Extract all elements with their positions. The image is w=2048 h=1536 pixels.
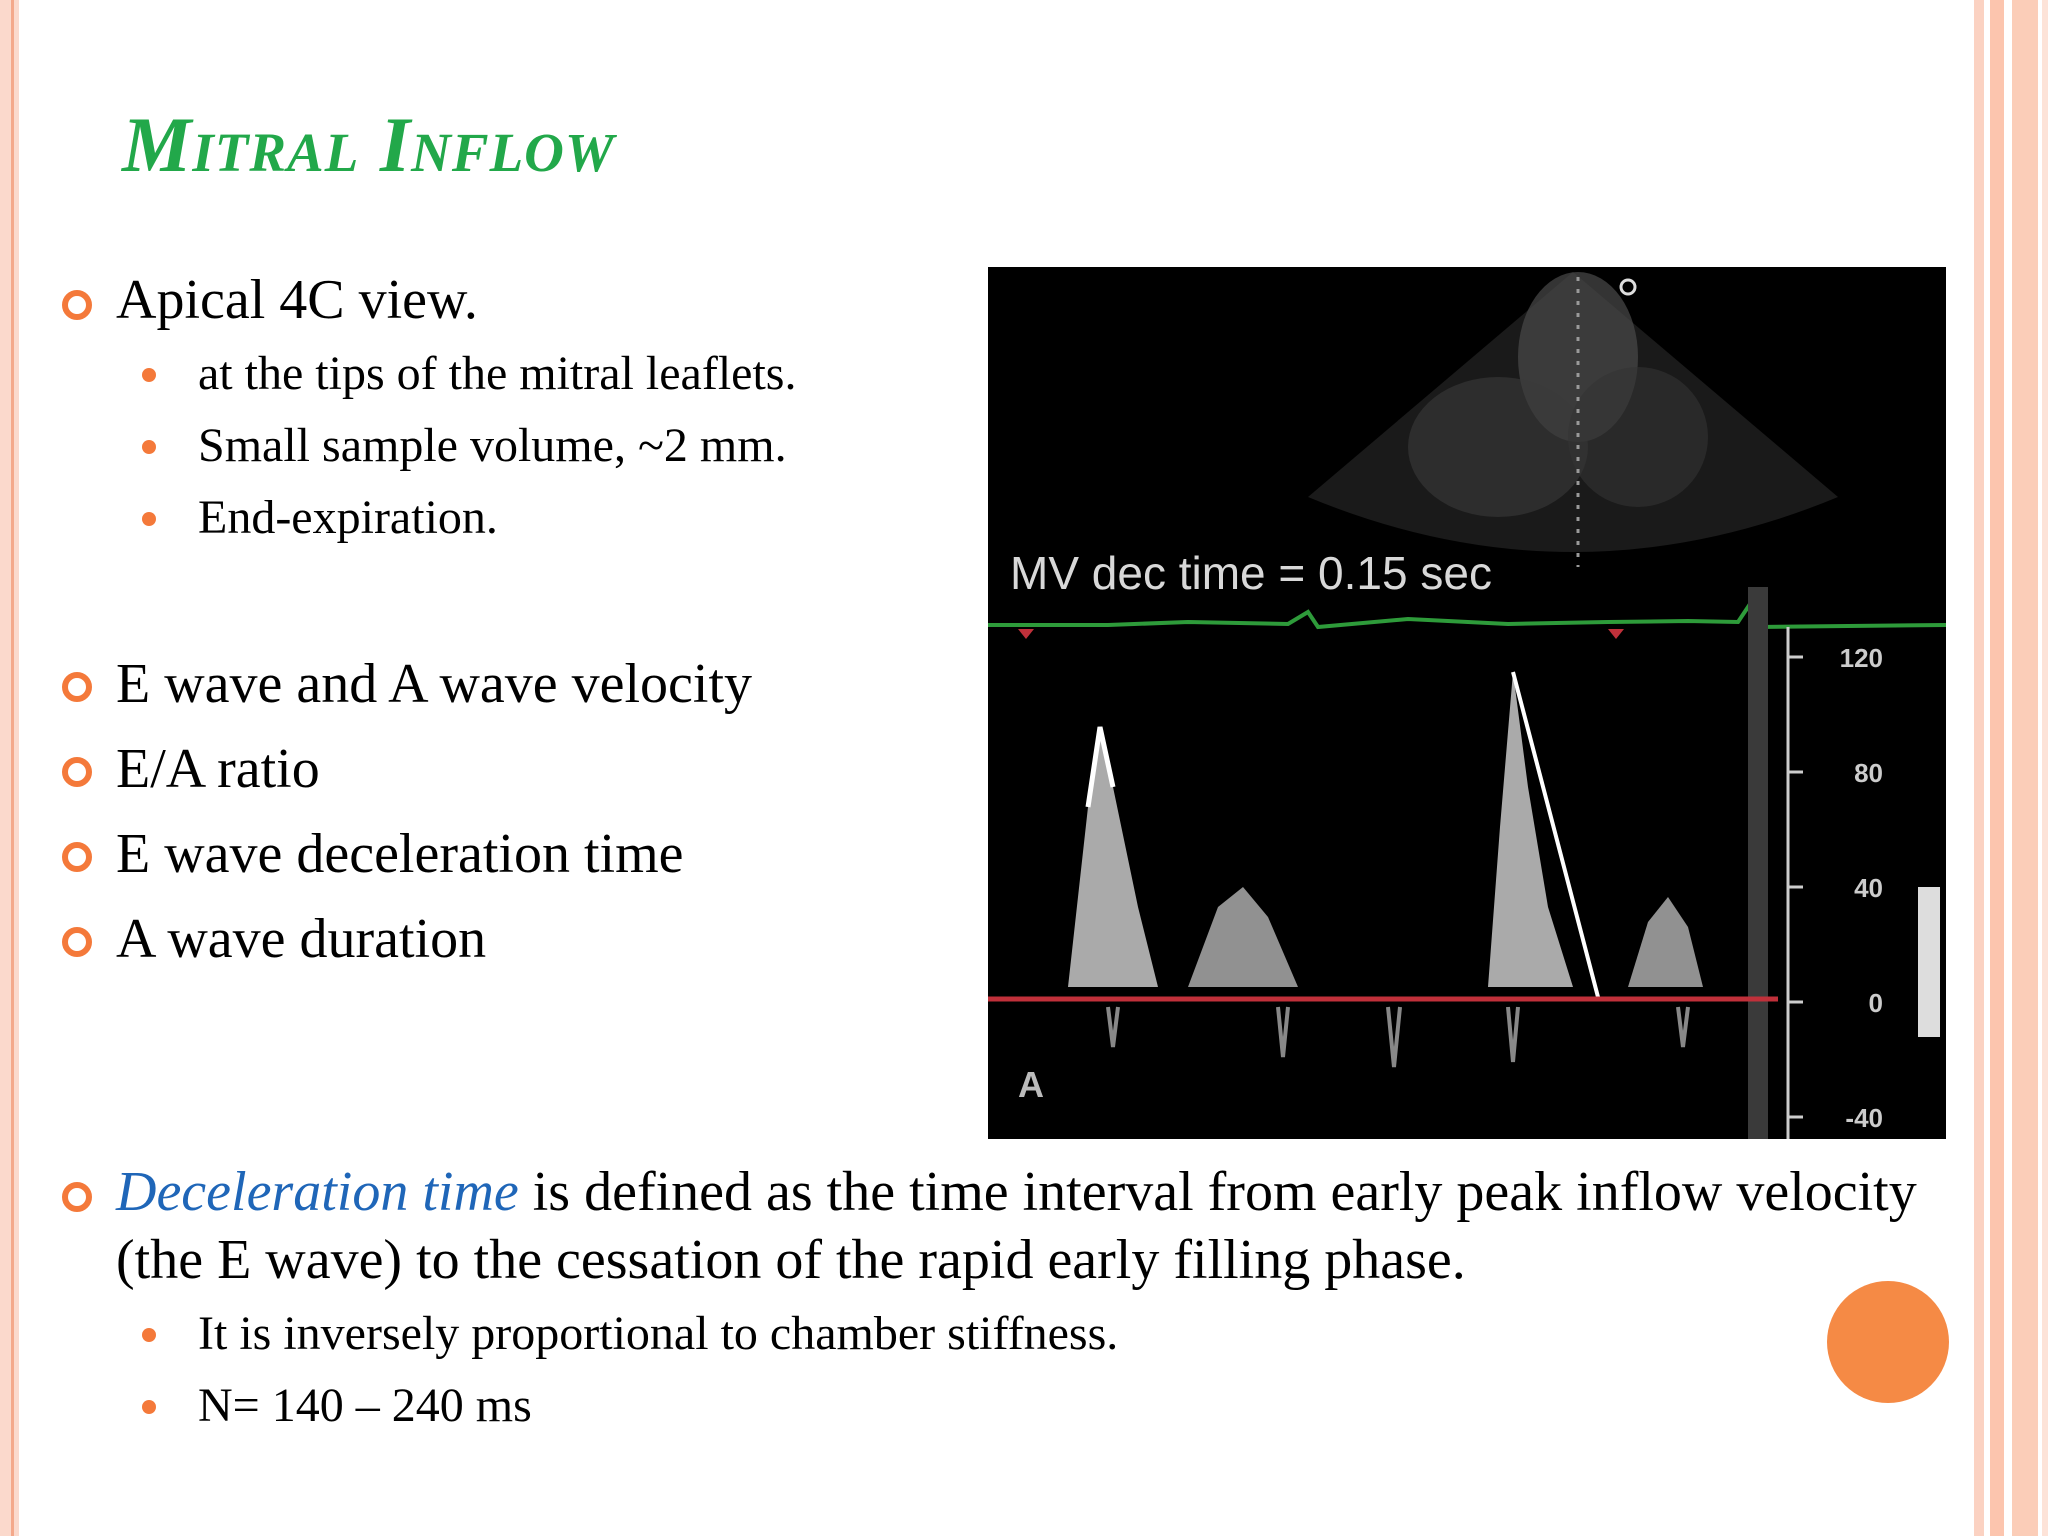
dec-time-label: MV dec time = 0.15 sec (1010, 547, 1492, 599)
ring-bullet-icon (62, 842, 92, 872)
bullet-text: E wave and A wave velocity (116, 653, 753, 715)
bullet-ea-ratio (62, 757, 92, 787)
sub-bullet-text: It is inversely proportional to chamber stiffness. (198, 1307, 1119, 1360)
ring-bullet-icon (62, 757, 92, 787)
sub-bullet-text: Small sample volume, ~2 mm. (198, 419, 787, 472)
definition-term: Deceleration time (116, 1161, 519, 1223)
bullet-text: A wave duration (116, 908, 487, 970)
dot-bullet-icon (142, 368, 156, 382)
right-border-decoration (1960, 0, 2048, 1536)
bullet-a-duration (62, 927, 92, 957)
bullet-ea-velocity (62, 672, 92, 702)
scale-tick: 0 (1868, 988, 1883, 1018)
bullet-dec-time (62, 842, 92, 872)
dot-bullet-icon (142, 1328, 156, 1342)
sub-bullet-text: N= 140 – 240 ms (198, 1379, 532, 1432)
left-border-decoration (0, 0, 19, 1536)
ring-bullet-icon (62, 672, 92, 702)
decorative-orange-circle (1827, 1281, 1949, 1403)
ring-bullet-icon (62, 927, 92, 957)
dot-bullet-icon (142, 440, 156, 454)
definition-paragraph (116, 1158, 1936, 1294)
slide-title: Mitral Inflow (122, 101, 615, 188)
bullet-definition (62, 1182, 92, 1212)
scale-tick: 40 (1854, 873, 1883, 903)
bullet-text: E wave deceleration time (116, 823, 684, 885)
bullet-text: Apical 4C view. (116, 269, 478, 331)
bullet-apical (62, 270, 92, 320)
scale-tick: -40 (1845, 1103, 1883, 1133)
scale-tick: 80 (1854, 758, 1883, 788)
doppler-echo-image (988, 267, 1946, 1139)
ring-bullet-icon (62, 290, 92, 320)
corner-label: A (1018, 1064, 1044, 1105)
sub-bullet-text: End-expiration. (198, 491, 498, 544)
definition-text: is defined as the time interval from early peak inflow velocity (the E wave) to the cessation of the rapid early filling phase. (116, 1161, 1917, 1291)
scale-tick: 120 (1839, 643, 1883, 673)
ring-bullet-icon (62, 1182, 92, 1212)
dot-bullet-icon (142, 512, 156, 526)
bullet-text: E/A ratio (116, 738, 320, 800)
dot-bullet-icon (142, 1400, 156, 1414)
sub-bullet-text: at the tips of the mitral leaflets. (198, 347, 797, 400)
